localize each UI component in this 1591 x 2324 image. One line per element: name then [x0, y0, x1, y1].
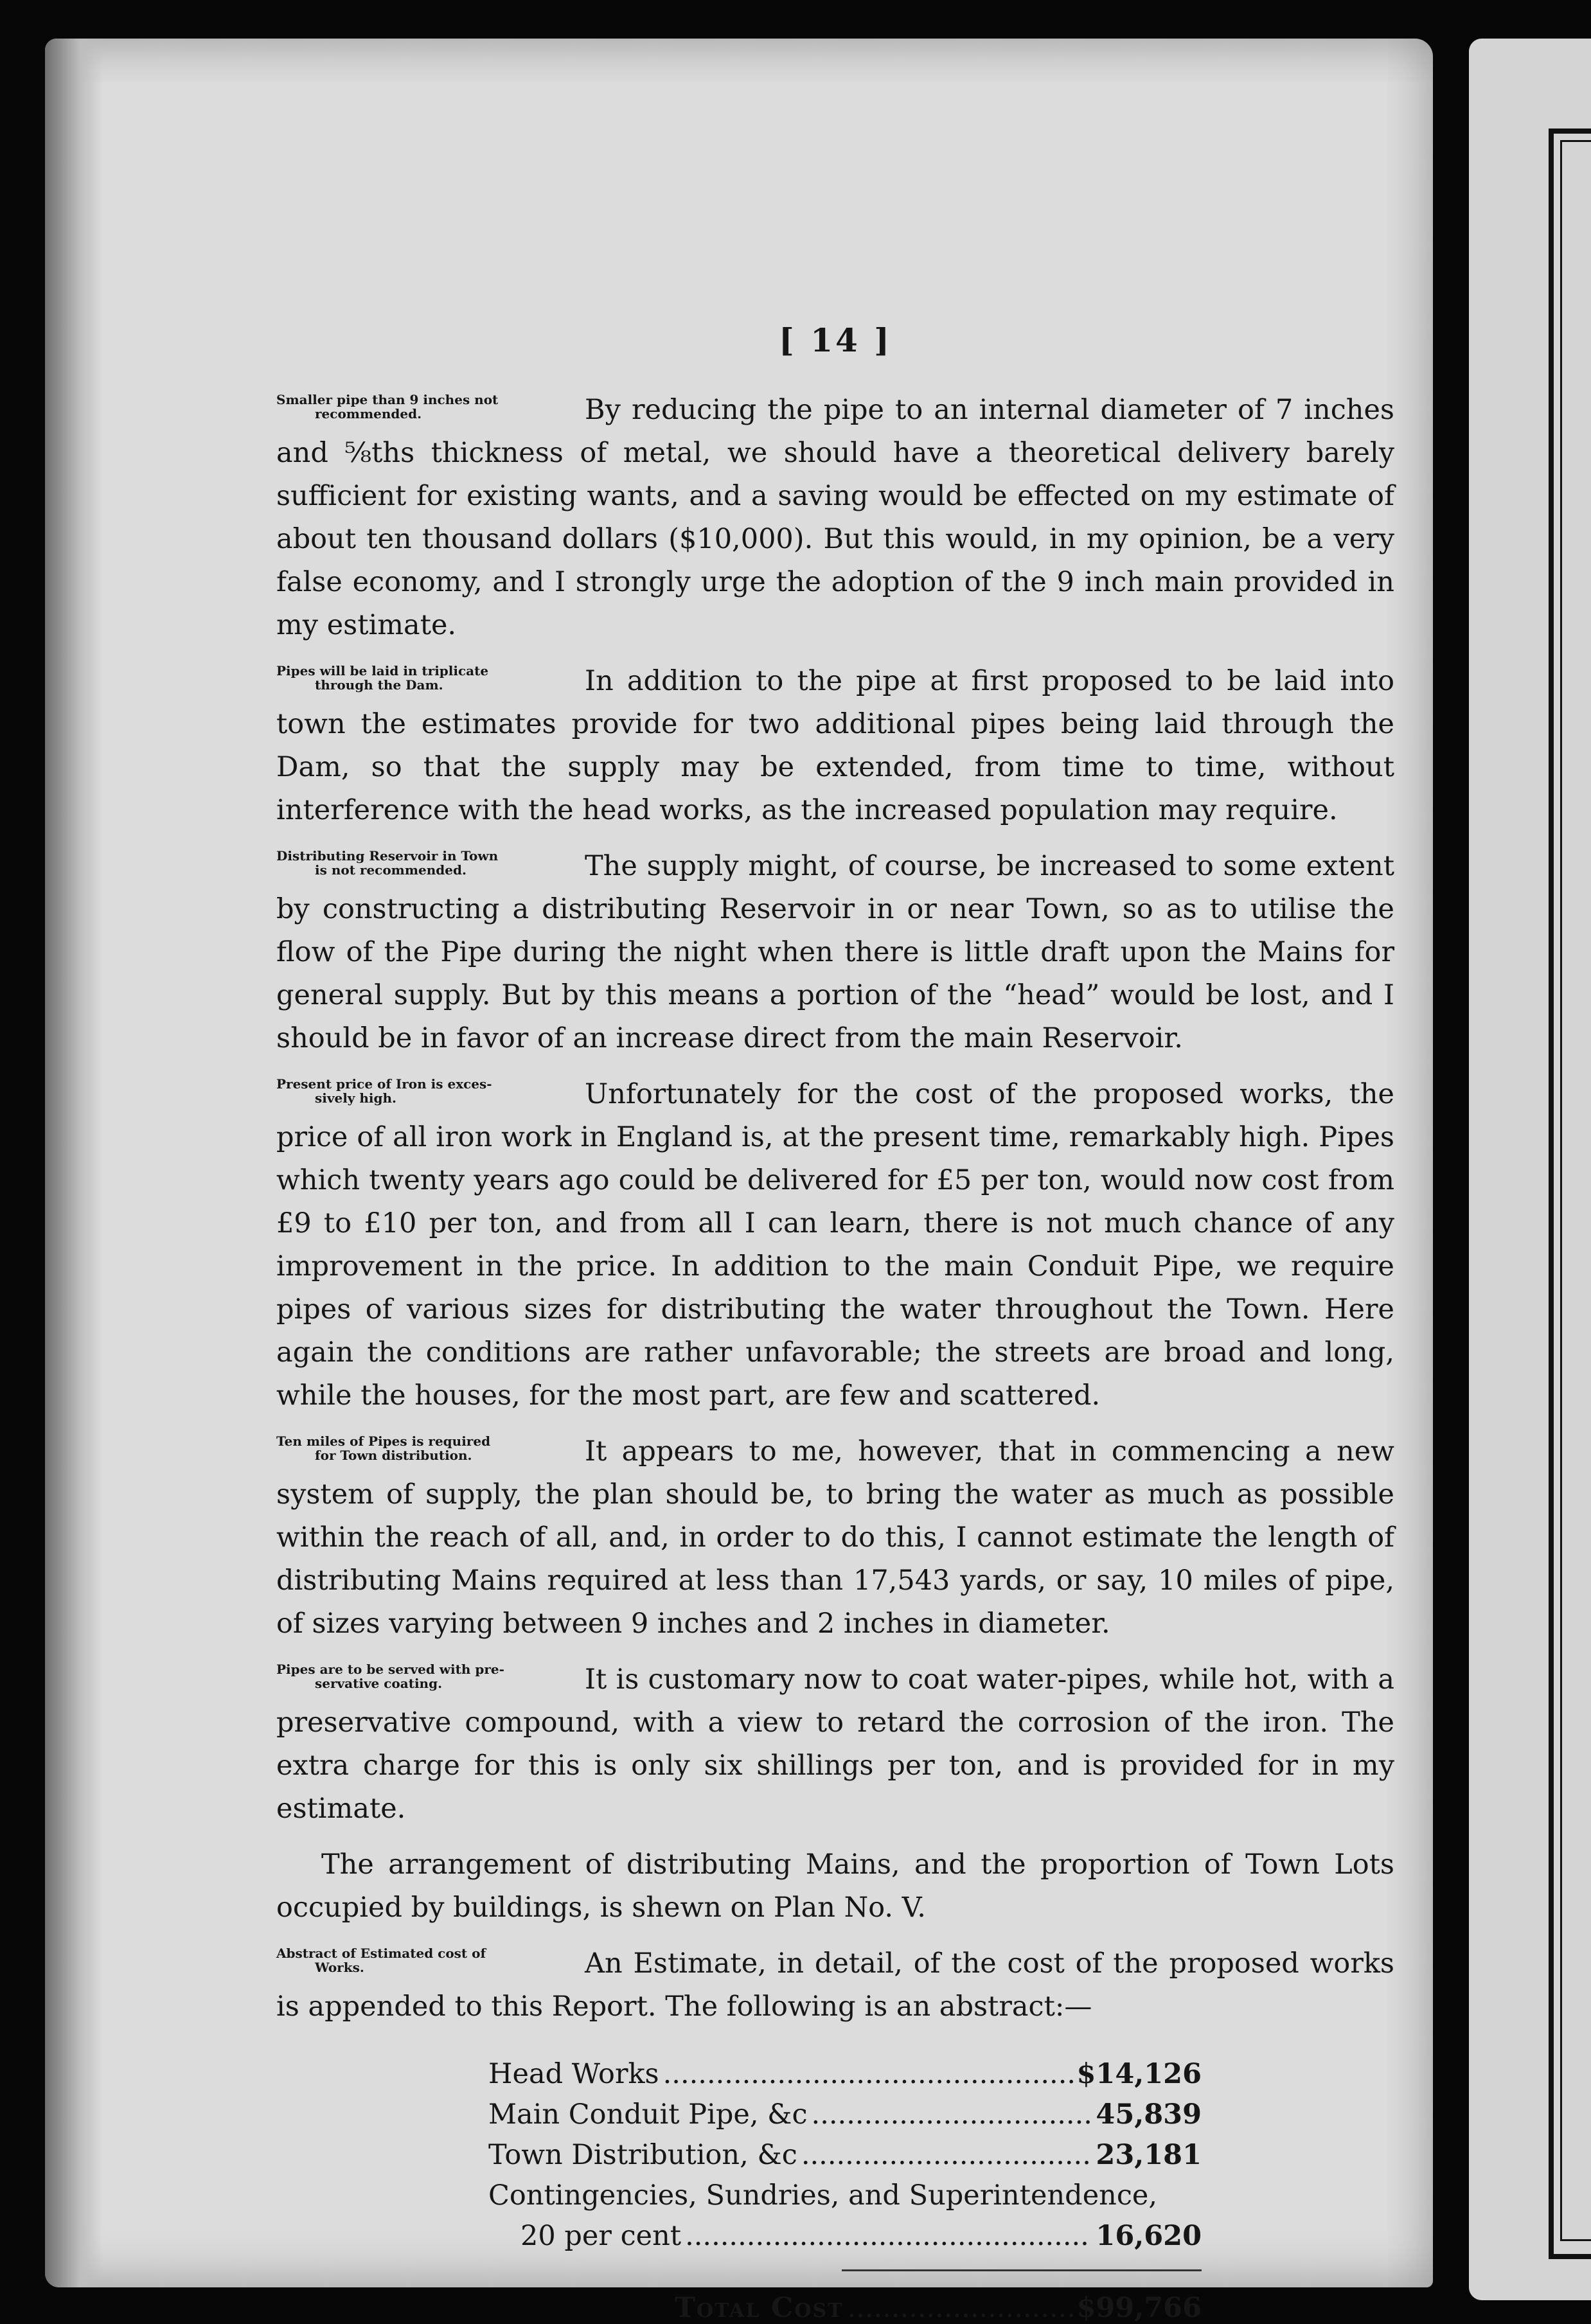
margin-note-line: Smaller pipe than 9 inches not [276, 392, 499, 407]
margin-note-line: Abstract of Estimated cost of [276, 1946, 486, 1961]
cost-amount: $14,126 [1076, 2058, 1202, 2090]
cost-label: 20 per cent [520, 2220, 682, 2252]
total-amount: $99,766 [1076, 2292, 1202, 2324]
cost-row [488, 2054, 1202, 2095]
paragraph-text: Unfortunately for the cost of the proposed works, the price of all iron work in England is, at the present time, remarkably high. Pipes which twenty years ago could be delivered for £5 per ton, would now cost from £9 to £10 per ton, and from all I can learn, there is not much chance of any improvement in the price. In addition to the main Conduit Pipe, we require pipes of various sizes for distributing the water throughout the Town. Here again the conditions are rather unfavorable; the streets are broad and long, while the houses, for the most part, are few and scattered. [276, 1078, 1394, 1412]
paragraph-plan-reference: The arrangement of distributing Mains, and the proportion of Town Lots occupied by buildings, is shewn on Plan No. V. [276, 1849, 1394, 1924]
margin-note-abstract [276, 1946, 559, 1974]
paragraph-text: It is customary now to coat water-pipes, while hot, with a preservative compound, with a view to retard the corrosion of the iron. The extra charge for this is only six shillings per ton, and is provided for in my estimate. [276, 1663, 1394, 1825]
cost-amount: 16,620 [1096, 2220, 1202, 2252]
cost-abstract-table [488, 2054, 1202, 2257]
paragraph-abstract [276, 1942, 1394, 2028]
cost-label: Town Distribution, &c [488, 2139, 797, 2171]
cost-amount: 45,839 [1096, 2098, 1202, 2131]
paragraph-1 [276, 389, 1394, 647]
margin-note-2 [276, 664, 559, 692]
margin-note-1 [276, 393, 559, 421]
leader-dots [663, 2054, 1073, 2095]
cost-label: Head Works [488, 2058, 659, 2090]
margin-note-line: through the Dam. [315, 677, 443, 693]
paragraph-6 [276, 1658, 1394, 1831]
paragraph-text: In addition to the pipe at first proposed to be laid into town the estimates provide for two additional pipes being laid through the Dam, so that the supply may be extended, from time to time, without interference with the head works, as the increased population may require. [276, 665, 1394, 826]
total-label: Total Cost [675, 2292, 844, 2324]
cost-amount: 23,181 [1096, 2139, 1202, 2171]
margin-note-5 [276, 1434, 559, 1462]
cost-row [488, 2216, 1202, 2257]
page-edge-shadow [45, 39, 103, 2287]
margin-note-3 [276, 849, 559, 877]
margin-note-line: Distributing Reservoir in Town [276, 848, 499, 864]
cost-row [488, 2176, 1202, 2216]
margin-note-line: for Town distribution. [315, 1448, 472, 1463]
paragraph-text: The supply might, of course, be increased to some extent by constructing a distributing Reservoir in or near Town, so as to utilise the flow of the Pipe during the night when there is little draft upon the Mains for general supply. But by this means a portion of the “head” would be lost, and I should be in favor of an increase direct from the main Reservoir. [276, 850, 1394, 1054]
leader-dots [685, 2216, 1092, 2257]
leader-dots [812, 2095, 1092, 2135]
paragraph-4 [276, 1073, 1394, 1417]
cost-label: Contingencies, Sundries, and Superintendence, [488, 2179, 1158, 2212]
cost-row [488, 2095, 1202, 2135]
cost-row [488, 2135, 1202, 2176]
paragraph-text: An Estimate, in detail, of the cost of the proposed works is appended to this Report. The following is an abstract:— [276, 1947, 1394, 2023]
paragraph-3 [276, 845, 1394, 1060]
paragraph-text: It appears to me, however, that in commencing a new system of supply, the plan should be, to bring the water as much as possible within the reach of all, and, in order to do this, I cannot estimate the length of distributing Mains required at less than 17,543 yards, or say, 10 miles of pipe, of sizes varying between 9 inches and 2 inches in diameter. [276, 1435, 1394, 1640]
page-content [276, 321, 1394, 2324]
paragraph-text: By reducing the pipe to an internal diameter of 7 inches and ⅝ths thickness of metal, we should have a theoretical delivery barely sufficient for existing wants, and a saving would be effected on my estimate of about ten thousand dollars ($10,000). But this would, in my opinion, be a very false economy, and I strongly urge the adoption of the 9 inch main provided in my estimate. [276, 394, 1394, 641]
adjacent-page-inner-border [1560, 140, 1591, 2241]
margin-note-line: servative coating. [315, 1676, 443, 1691]
margin-note-line: Ten miles of Pipes is required [276, 1433, 491, 1449]
margin-note-line: Pipes will be laid in triplicate [276, 663, 489, 679]
page-number: [ 14 ] [779, 321, 892, 359]
cost-label: Main Conduit Pipe, &c [488, 2098, 808, 2131]
total-cost-row [675, 2292, 1202, 2324]
margin-note-6 [276, 1662, 559, 1690]
margin-note-line: Present price of Iron is exces- [276, 1076, 492, 1092]
margin-note-line: Works. [315, 1960, 364, 1975]
margin-note-line: is not recommended. [315, 862, 467, 878]
leader-dots [848, 2292, 1073, 2324]
sum-rule [842, 2269, 1202, 2271]
margin-note-4 [276, 1077, 559, 1105]
paragraph-5 [276, 1430, 1394, 1645]
margin-note-line: Pipes are to be served with pre- [276, 1662, 504, 1677]
paragraph-2 [276, 660, 1394, 832]
margin-note-line: recommended. [315, 406, 422, 421]
margin-note-line: sively high. [315, 1090, 397, 1106]
leader-dots [801, 2135, 1092, 2176]
